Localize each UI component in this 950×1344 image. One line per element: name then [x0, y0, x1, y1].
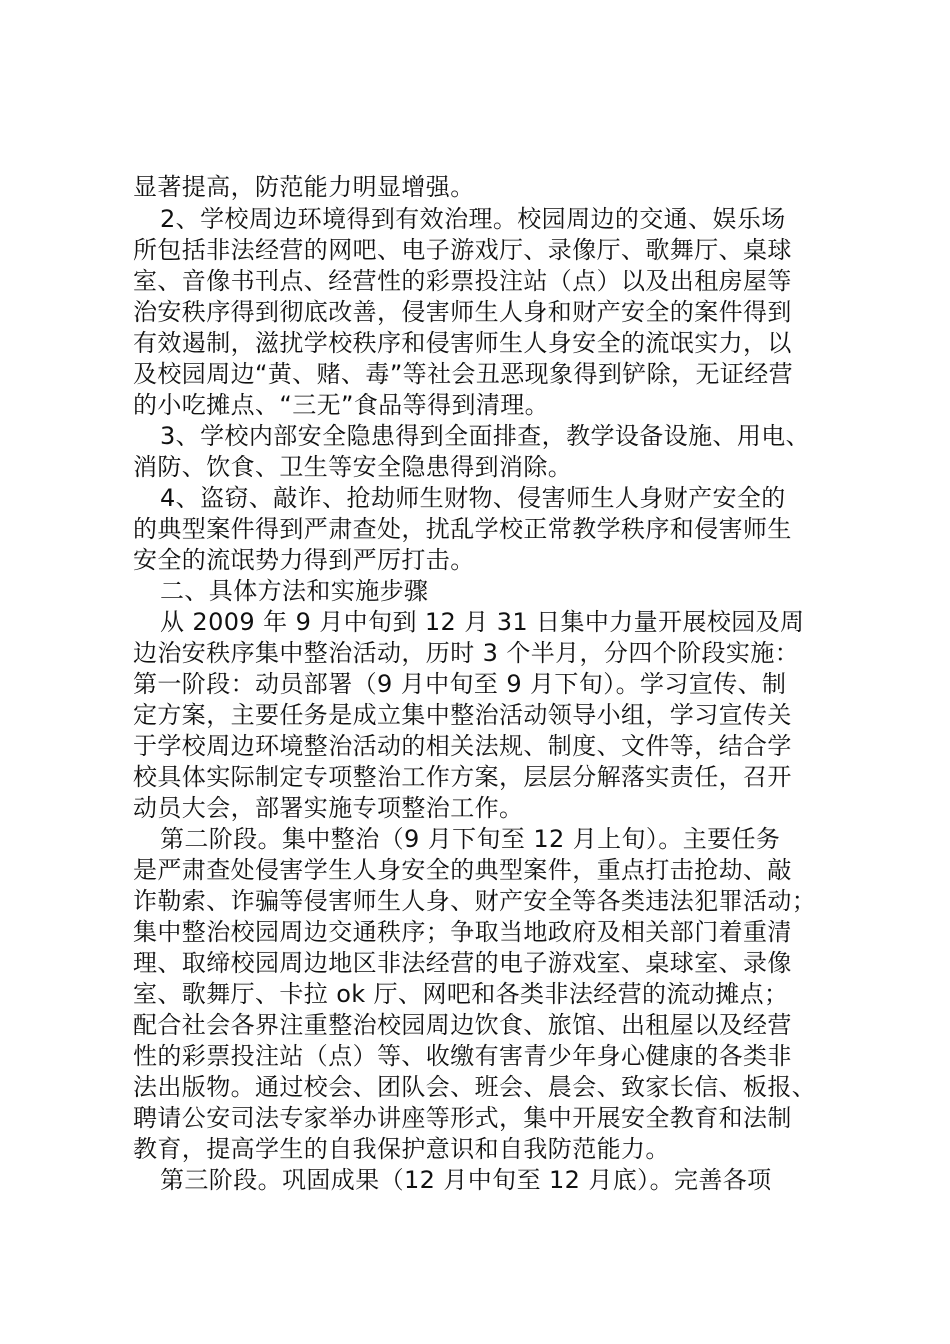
text-line: 理、取缔校园周边地区非法经营的电子游戏室、桌球室、录像 [133, 949, 792, 977]
text-line: 及校园周边“黄、赌、毒”等社会丑恶现象得到铲除，无证经营 [133, 360, 794, 388]
text-line: 聘请公安司法专家举办讲座等形式，集中开展安全教育和法制 [133, 1104, 792, 1132]
text-line: 治安秩序得到彻底改善，侵害师生人身和财产安全的案件得到 [133, 298, 792, 326]
text-line: 法出版物。通过校会、团队会、班会、晨会、致家长信、板报、 [133, 1073, 817, 1101]
text-line: 的典型案件得到严肃查处，扰乱学校正常教学秩序和侵害师生 [133, 515, 792, 543]
text-line: 动员大会，部署实施专项整治工作。 [133, 794, 524, 822]
text-line: 集中整治校园周边交通秩序；争取当地政府及相关部门着重清 [133, 918, 792, 946]
text-line: 从 2009 年 9 月中旬到 12 月 31 日集中力量开展校园及周 [160, 608, 805, 636]
section-heading: 二、具体方法和实施步骤 [160, 577, 429, 605]
text-line: 所包括非法经营的网吧、电子游戏厅、录像厅、歌舞厅、桌球 [133, 236, 792, 264]
text-line: 第二阶段。集中整治（9 月下旬至 12 月上旬）。主要任务 [160, 825, 781, 853]
text-line: 性的彩票投注站（点）等、收缴有害青少年身心健康的各类非 [133, 1042, 792, 1070]
text-line: 于学校周边环境整治活动的相关法规、制度、文件等，结合学 [133, 732, 792, 760]
text-line: 显著提高，防范能力明显增强。 [133, 173, 475, 201]
text-line: 诈勒索、诈骗等侵害师生人身、财产安全等各类违法犯罪活动； [133, 887, 817, 915]
text-line: 2、学校周边环境得到有效治理。校园周边的交通、娱乐场 [160, 205, 786, 233]
text-line: 配合社会各界注重整治校园周边饮食、旅馆、出租屋以及经营 [133, 1011, 792, 1039]
text-line: 边治安秩序集中整治活动，历时 3 个半月，分四个阶段实施： [133, 639, 800, 667]
text-line: 第三阶段。巩固成果（12 月中旬至 12 月底）。完善各项 [160, 1166, 772, 1194]
text-line: 定方案，主要任务是成立集中整治活动领导小组，学习宣传关 [133, 701, 792, 729]
text-line: 3、学校内部安全隐患得到全面排查，教学设备设施、用电、 [160, 422, 811, 450]
text-line: 的小吃摊点、“三无”食品等得到清理。 [133, 391, 550, 419]
text-line: 安全的流氓势力得到严厉打击。 [133, 546, 475, 574]
text-line: 校具体实际制定专项整治工作方案，层层分解落实责任，召开 [133, 763, 792, 791]
text-line: 室、音像书刊点、经营性的彩票投注站（点）以及出租房屋等 [133, 267, 792, 295]
text-line: 教育，提高学生的自我保护意识和自我防范能力。 [133, 1135, 670, 1163]
text-line: 4、盗窃、敲诈、抢劫师生财物、侵害师生人身财产安全的 [160, 484, 786, 512]
text-line: 有效遏制，滋扰学校秩序和侵害师生人身安全的流氓实力，以 [133, 329, 792, 357]
text-line: 是严肃查处侵害学生人身安全的典型案件，重点打击抢劫、敲 [133, 856, 792, 884]
text-line: 消防、饮食、卫生等安全隐患得到消除。 [133, 453, 573, 481]
text-line: 室、歌舞厅、卡拉 ok 厅、网吧和各类非法经营的流动摊点； [133, 980, 789, 1008]
text-line: 第一阶段：动员部署（9 月中旬至 9 月下旬）。学习宣传、制 [133, 670, 787, 698]
